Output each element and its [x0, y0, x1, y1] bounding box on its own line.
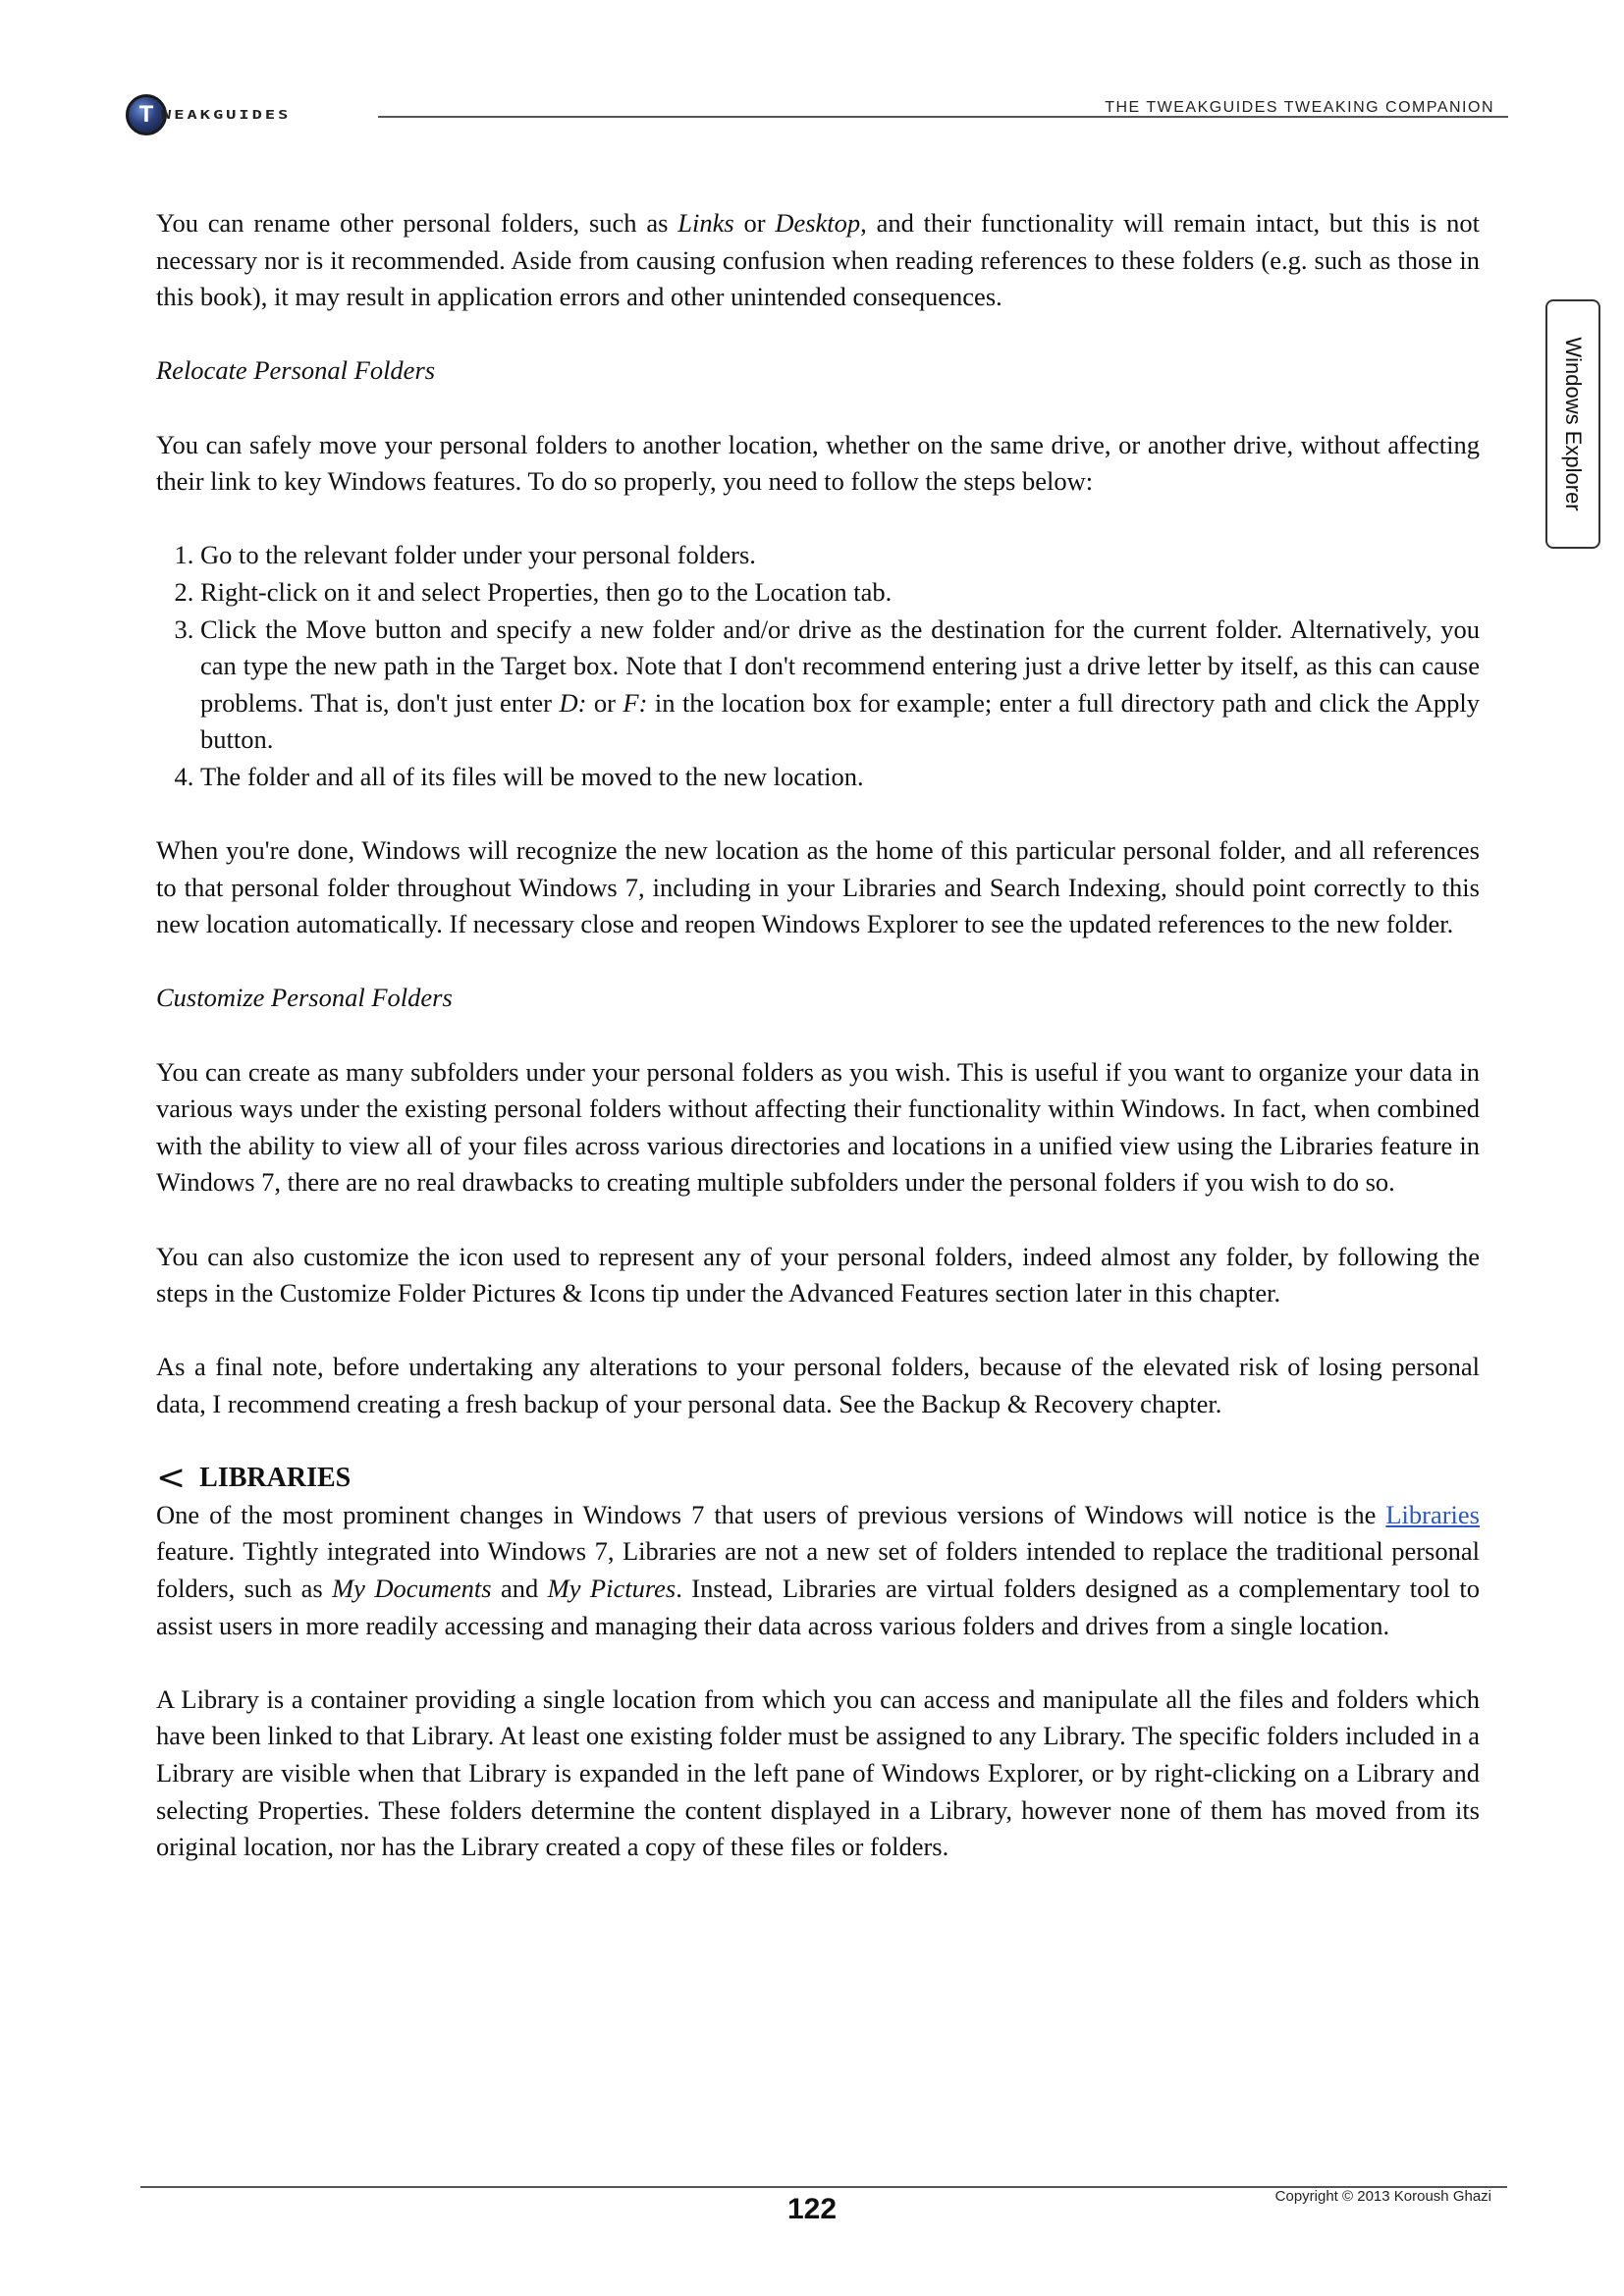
paragraph-libraries-intro: One of the most prominent changes in Windows 7 that users of previous versions of Windows will notice is the Libraries feature. Tightly integrated into Windows 7, Libraries are not a new set of folders intended to replace the traditional personal folders, such as My Documents and My Pictures. Instead, Libraries are virtual folders designed as a complementary tool to assist users in more readily accessing and managing their data across various folders and drives from a single location.	[156, 1499, 1480, 1640]
chapter-side-tab	[1545, 299, 1600, 549]
subheading-customize: Customize Personal Folders	[156, 983, 453, 1013]
page-number: 122	[786, 2193, 838, 2225]
section-heading-libraries	[156, 1460, 1480, 1497]
list-item: 3. Click the Move button and specify a new folder and/or drive as the destination for the current folder. Alternatively, you can type the new path in the Target box. Note that I don't recommend entering just a drive letter by itself, as this can cause problems. That is, don't just enter D: or F: in the location box for example; enter a full directory path and click the Apply button.	[200, 612, 1480, 759]
logo-globe-icon: T	[126, 94, 167, 135]
list-item: 2. Right-click on it and select Properties, then go to the Location tab.	[200, 574, 1480, 612]
paragraph-relocate-result: When you're done, Windows will recognize the new location as the home of this particular personal folder, and all references to that personal folder throughout Windows 7, including in your Libraries and Search Indexing, should point correctly to this new location automatically. If necessary close and reopen Windows Explorer to see the updated references to the new folder.	[156, 835, 1480, 939]
paragraph-backup-note: As a final note, before undertaking any alterations to your personal folders, because of the elevated risk of losing personal data, I recommend creating a fresh backup of your personal data. See the Backup & Recovery chapter.	[156, 1352, 1480, 1418]
copyright-notice: Copyright © 2013 Koroush Ghazi	[1274, 2188, 1491, 2205]
logo-text: WEAKGUIDES	[161, 107, 292, 123]
header-title: THE TWEAKGUIDES TWEAKING COMPANION	[1105, 99, 1494, 116]
section-arrow-icon: <	[156, 1458, 187, 1499]
paragraph-relocate-intro: You can safely move your personal folders to another location, whether on the same drive, or another drive, without affecting their link to key Windows features. To do so properly, you need to follow the steps below:	[156, 429, 1480, 497]
section-title: LIBRARIES	[199, 1463, 352, 1494]
tweakguides-logo	[126, 94, 291, 135]
relocate-steps-list	[156, 537, 1480, 795]
subheading-relocate: Relocate Personal Folders	[156, 355, 436, 386]
paragraph-rename-folders: You can rename other personal folders, such as Links or Desktop, and their functionality will remain intact, but this is not necessary nor is it recommended. Aside from causing confusion when reading references to these folders (e.g. such as those in this book), it may result in application errors and other unintended consequences.	[156, 208, 1480, 312]
list-item: 4. The folder and all of its files will be moved to the new location.	[200, 759, 1480, 796]
chapter-side-tab-label: Windows Explorer	[1561, 337, 1586, 511]
list-item: 1. Go to the relevant folder under your personal folders.	[200, 537, 1480, 574]
paragraph-library-container: A Library is a container providing a single location from which you can access and manipulate all the files and folders which have been linked to that Library. At least one existing folder must be assigned to any Library. The specific folders included in a Library are visible when that Library is expanded in the left pane of Windows Explorer, or by right-clicking on a Library and selecting Properties. These folders determine the content displayed in a Library, however none of them has moved from its original location, nor has the Library created a copy of these files or folders.	[156, 1683, 1480, 1862]
page-content	[156, 205, 1480, 1902]
libraries-link[interactable]: Libraries	[1385, 1499, 1480, 1529]
paragraph-subfolders: You can create as many subfolders under your personal folders as you wish. This is useful if you want to organize your data in various ways under the existing personal folders without affecting their functionality within Windows. In fact, when combined with the ability to view all of your files across various directories and locations in a unified view using the Libraries feature in Windows 7, there are no real drawbacks to creating multiple subfolders under the personal folders if you wish to do so.	[156, 1056, 1480, 1198]
paragraph-custom-icons: You can also customize the icon used to represent any of your personal folders, indeed almost any folder, by following the steps in the Customize Folder Pictures & Icons tip under the Advanced Features section later in this chapter.	[156, 1241, 1480, 1308]
